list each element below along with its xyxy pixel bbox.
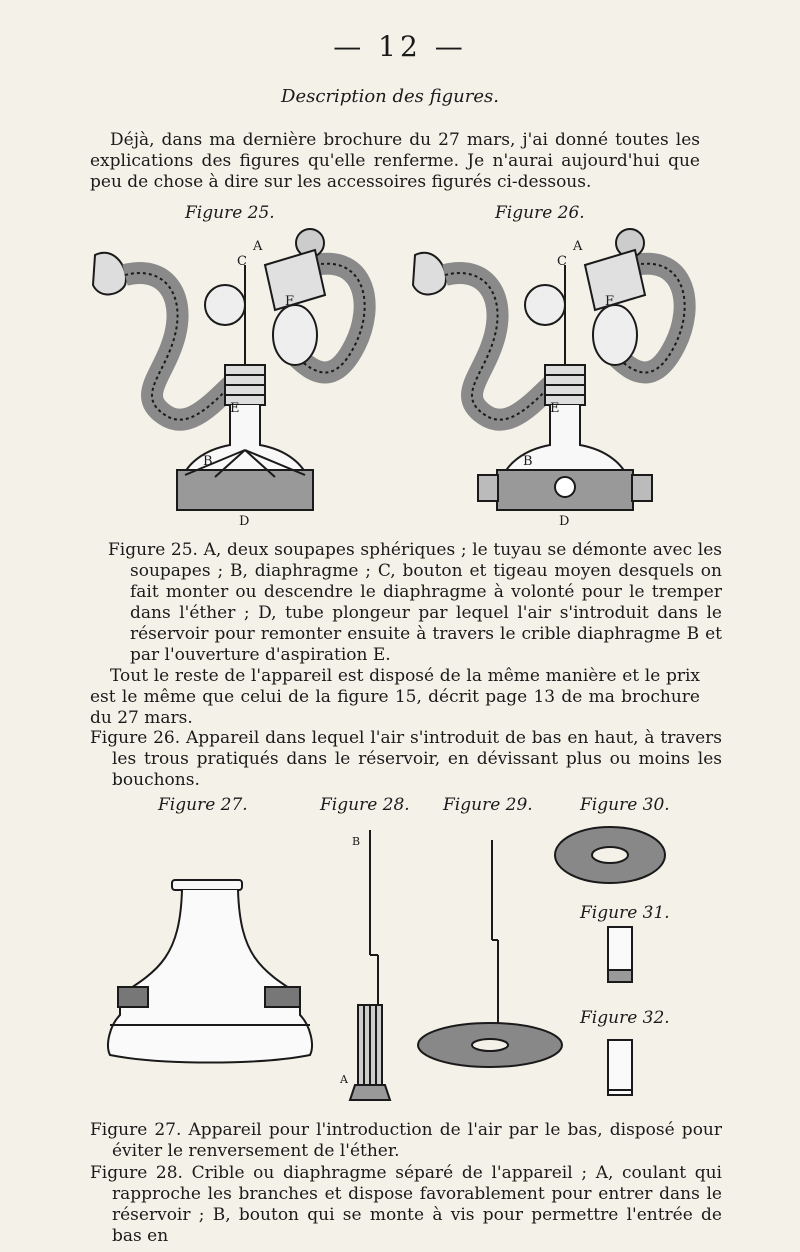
caption-figure-26: Figure 26. Appareil dans lequel l'air s'introduit de bas en haut, à travers les trous pratiqués dans le réservoir, en dévissant plus ou moins les bouchons.	[90, 728, 722, 790]
figure-31-illustration	[600, 922, 640, 987]
label-c-26: C	[557, 254, 567, 269]
figure-28-label: Figure 28.	[320, 795, 410, 815]
label-c-25: C	[237, 254, 247, 269]
figure-27-label: Figure 27.	[158, 795, 248, 815]
caption-figure-27: Figure 27. Appareil pour l'introduction de l'air par le bas, disposé pour éviter le renversement de l'éther.	[90, 1120, 722, 1161]
label-f-26: F	[605, 294, 615, 309]
label-d-25: D	[239, 514, 250, 529]
figure-29-illustration	[410, 835, 570, 1075]
label-f-25: F	[285, 294, 295, 309]
figure-27-illustration	[100, 875, 320, 1085]
page-number: — 12 —	[333, 30, 467, 63]
label-a-26: A	[573, 239, 583, 254]
label-e-25: E	[230, 401, 240, 416]
figure-26-illustration	[410, 225, 710, 530]
caption-figure-25: Figure 25. A, deux soupapes sphériques ; le tuyau se démonte avec les soupapes ; B, diaphragme ; C, bouton et tigeau moyen desquels on fait monter ou descendre le diaphragme à volonté pour le tremper dans l'éther ; D, tube plongeur par lequel l'air s'introduit dans le réservoir pour remonter ensuite à travers le crible diaphragme B et par l'ouverture d'aspiration E.	[108, 540, 722, 665]
caption-figure-28: Figure 28. Crible ou diaphragme séparé de l'appareil ; A, coulant qui rapproche les branches et dispose favorablement pour entrer dans le réservoir ; B, bouton qui se monte à vis pour permettre l'entrée de bas en	[90, 1163, 722, 1246]
figure-30-illustration	[550, 820, 670, 890]
figure-28-illustration	[340, 825, 400, 1110]
figure-30-label: Figure 30.	[580, 795, 670, 815]
caption-rest-paragraph: Tout le reste de l'appareil est disposé de la même manière et le prix est le même que celui de la figure 15, décrit page 13 de ma brochure du 27 mars.	[90, 666, 700, 728]
figure-32-illustration	[600, 1035, 640, 1100]
figure-31-label: Figure 31.	[580, 903, 670, 923]
figure-25-label: Figure 25.	[185, 203, 275, 223]
figure-26-label: Figure 26.	[495, 203, 585, 223]
label-a-28: A	[340, 1073, 348, 1086]
figure-25-illustration	[85, 225, 395, 530]
label-b-26: B	[523, 454, 533, 469]
label-b-28: B	[352, 835, 361, 848]
figure-32-label: Figure 32.	[580, 1008, 670, 1028]
figure-29-label: Figure 29.	[443, 795, 533, 815]
label-e-26: E	[550, 401, 560, 416]
label-b-25: B	[203, 454, 213, 469]
intro-paragraph: Déjà, dans ma dernière brochure du 27 mars, j'ai donné toutes les explications des figures qu'elle renferme. Je n'aurai aujourd'hui que peu de chose à dire sur les accessoires figurés ci-dessous.	[90, 130, 700, 192]
label-a-25: A	[253, 239, 263, 254]
section-title: Description des figures.	[281, 86, 499, 107]
label-d-26: D	[559, 514, 570, 529]
